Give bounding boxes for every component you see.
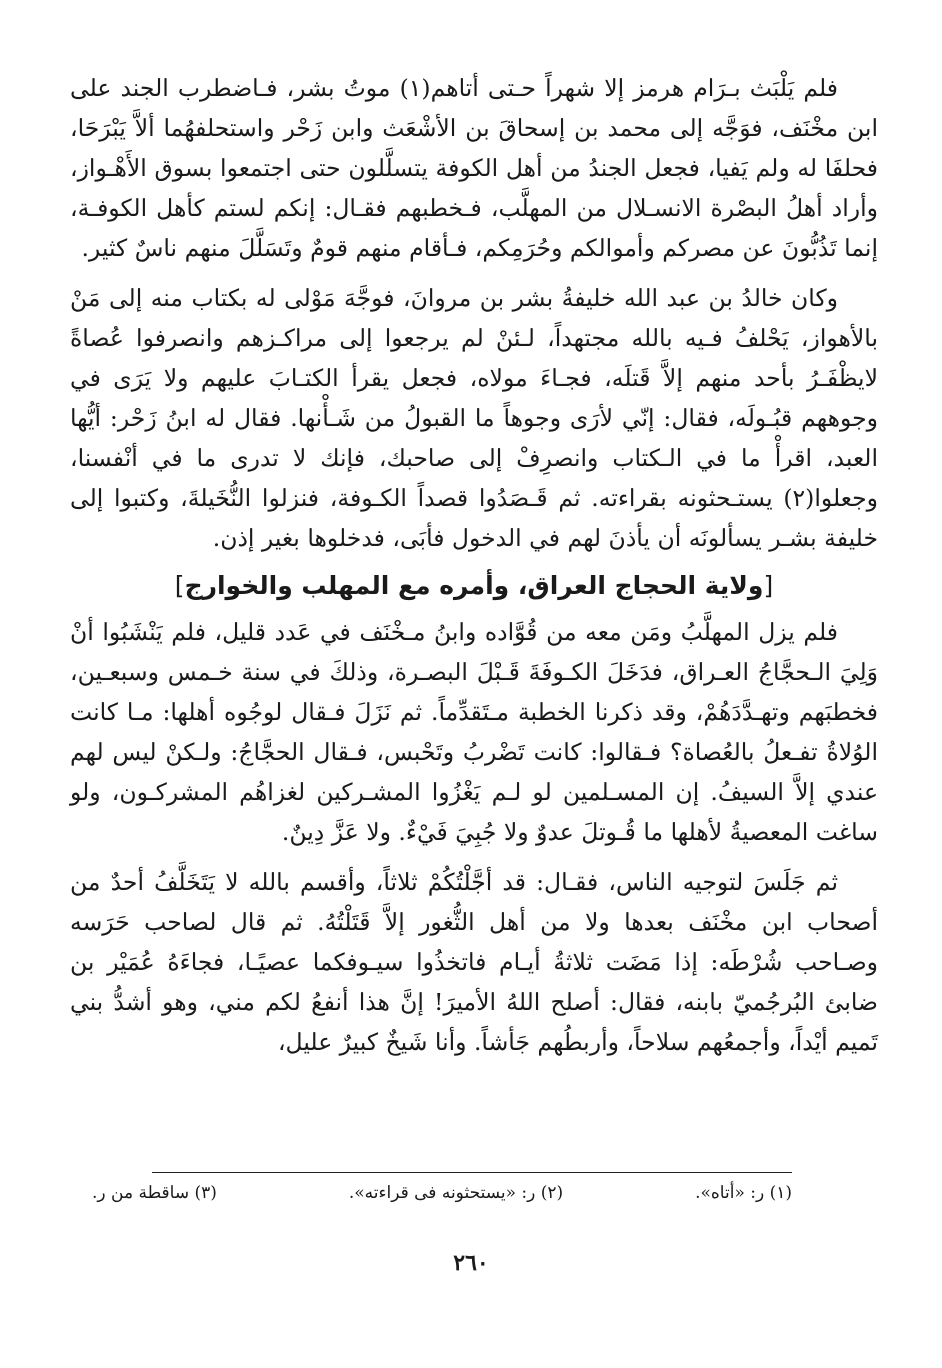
footnote-1: (١) ر: «أتاه». [695, 1183, 792, 1203]
heading-bracket-close: ] [174, 571, 185, 600]
page-body [70, 68, 878, 1062]
page-number: ٢٦٠ [453, 1250, 489, 1276]
footnote-2: (٢) ر: «يستحثونه فى قراءته». [348, 1183, 564, 1203]
footnote-divider [152, 1172, 792, 1173]
paragraph-4: ثم جَلَسَ لتوجيه الناس، فقـال: قد أجَّلْتُكُمْ ثلاثاً، وأقسم بالله لا يَتَخَلَّفُ أحدٌ من أصحاب ابن مخْنَف بعدها ولا من أهل الثُّغور إلاَّ قَتَلْتُهُ. ثم قال لصاحب حَرَسه وصـاحب شُرْطَه: إذا مَضَت ثلاثةُ أيـام فاتخذُوا سيـوفكما عصيًـا، فجاءَهُ عُمَيْر بن ضابئ البُرجُميّ بابنه، فقال: أصلح اللهُ الأميرَ! إنَّ هذا أنفعُ لكم مني، وهو أشدُّ بني تَميم أيْداً، وأجمعُهم سلاحاً، وأربطُهم جَأشاً. وأنا شَيخٌ كبيرٌ عليل، [70, 868, 878, 1056]
paragraph-2: وكان خالدُ بن عبد الله خليفةُ بشر بن مروانَ، فوجَّهَ مَوْلى له بكتاب منه إلى مَنْ بالأهواز، يَحْلفُ فـيه بالله مجتهداً، لـئنْ لم يرجعوا إلى مراكـزهم وانصرفوا عُصاةً لايظْفَـرُ بأحد منهم إلاَّ قَتلَه، فجـاءَ مولاه، فجعل يقرأ الكتـابَ عليهم ولا يَرَى في وجوههم قبُـولَه، فقال: إنّي لأرَى وجوهاً ما القبولُ من شَـأْنها. فقال له ابنُ زَحْر: أيُّها العبد، اقرأْ ما في الـكتاب وانصرِفْ إلى صاحبك، فإنك لا تدرى ما في أنْفسنا، وجعلوا(٢) يستـحثونه بقراءته. ثم قَـصَدُوا قصداً الكـوفة، فنزلوا النُّخَيلةَ، وكتبوا إلى خليفة بشـر يسألونَه أن يأذنَ لهم في الدخول فأبَى، فدخلوها بغير إذن. [70, 284, 878, 552]
heading-bracket-open: [ [763, 571, 774, 600]
section-heading [70, 564, 878, 608]
paragraph-3: فلم يزل المهلَّبُ ومَن معه من قُوَّاده وابنُ مـخْنَف في عَدد قليل، فلم يَنْشَبُوا أنْ وَلِيَ الـحجَّاجُ العـراق، فدَخَلَ الكـوفَةَ قَـبْلَ البصـرة، وذلكَ في سنة خـمس وسبعـين، فخطبَهم وتهـدَّدَهُمْ، وقد ذكرنا الخطبة مـتَقدِّماً. ثم نَزَلَ فـقال لوجُوه أهلها: مـا كانت الوُلاةُ تفـعلُ بالعُصاة؟ فـقالوا: كانت تَضْربُ وتَحْبس، فـقال الحجَّاجُ: ولـكنْ ليس لهم عندي إلاَّ السيفُ. إن المسـلمين لو لـم يَغْزُوا المشـركين لغزاهُم المشركـون، ولو ساغت المعصيةُ لأهلها ما قُـوتلَ عدوٌ ولا جُبِيَ فَيْءٌ. ولا عَزَّ دِينٌ. [70, 618, 878, 846]
footnote-3: (٣) ساقطة من ر. [92, 1183, 217, 1203]
footnotes [92, 1180, 792, 1206]
heading-text: ولاية الحجاج العراق، وأمره مع المهلب والخوارج [184, 571, 764, 600]
paragraph-1: فلم يَلْبَث بـرَام هرمز إلا شهراً حـتى أتاهم(١) موتُ بشر، فـاضطرب الجند على ابن مخْنَف، فوَجَّه إلى محمد بن إسحاقَ بن الأشْعَث وابن زَحْر واستحلفهُما ألاَّ يَبْرَحَا، فحلفَا له ولم يَفيا، فجعل الجندُ من أهل الكوفة يتسلَّلون حتى اجتمعوا بسوق الأَهْـواز، وأراد أهلُ البصْرة الانسـلال من المهلَّب، فـخطبهم فقـال: إنكم لستم كأهل الكوفـة، إنما تَذُبُّونَ عن مصركم وأموالكم وحُرَمِكم، فـأقام منهم قومٌ وتَسَلَّلَ منهم ناسٌ كثير. [70, 74, 878, 262]
